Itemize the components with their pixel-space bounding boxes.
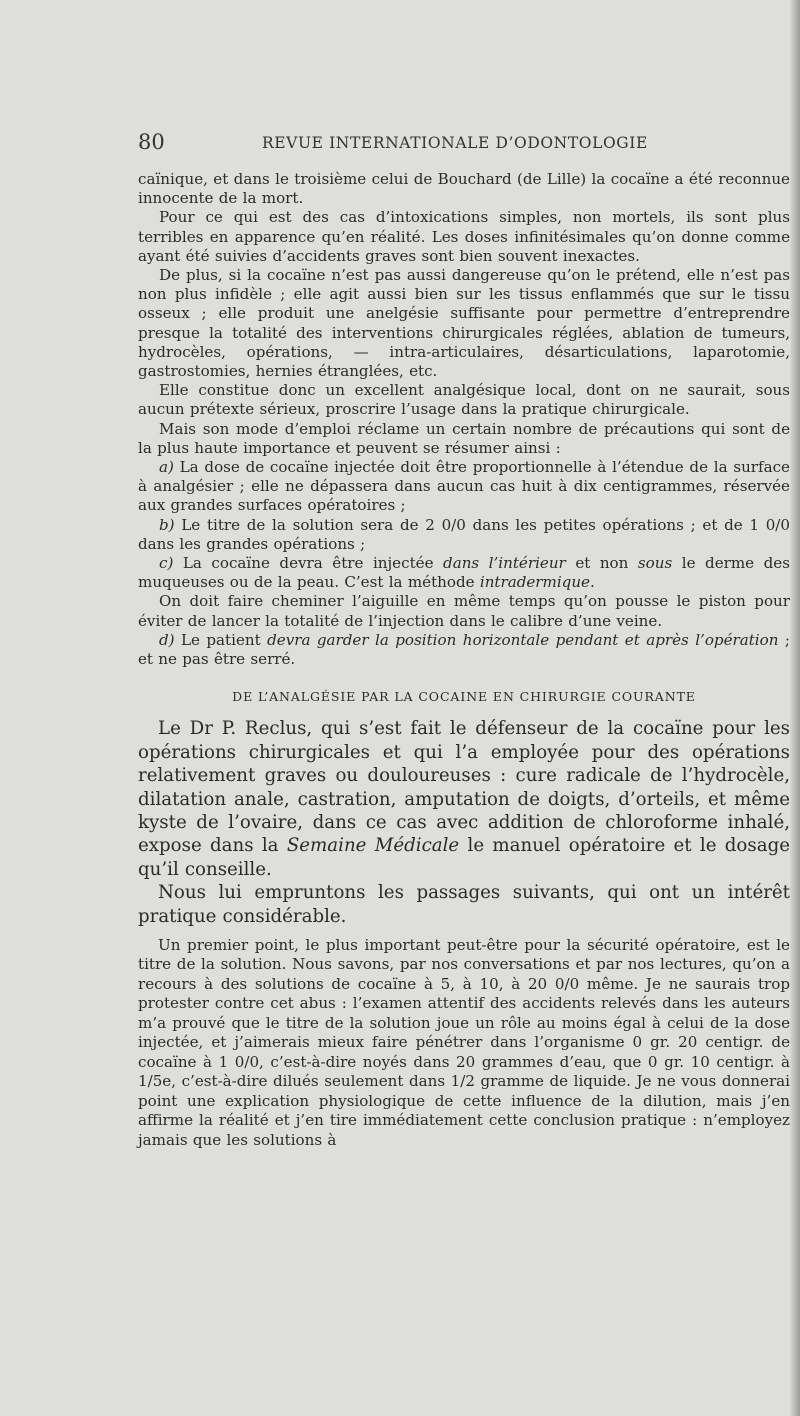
emphasis: devra garder la position horizontale pendant et après l’opération	[267, 630, 779, 649]
emphasis: dans l’intérieur	[443, 554, 566, 573]
emphasis: sous	[637, 554, 673, 573]
running-title: REVUE INTERNATIONALE D’ODONTOLOGIE	[262, 134, 648, 152]
section-reclus	[138, 717, 790, 928]
paragraph: Mais son mode d’emploi réclame un certain nombre de précautions qui sont de la plus haute importance et peuvent se résumer ainsi :	[138, 419, 790, 457]
item-text: La dose de cocaïne injectée doit être proportionnelle à l’étendue de la surface à analgésier ; elle ne dépassera dans aucun cas huit à dix centigrammes, réservée aux grandes surfaces opératoires ;	[138, 458, 790, 515]
section-quote	[138, 936, 790, 1151]
paragraph: De plus, si la cocaïne n’est pas aussi dangereuse qu’on le prétend, elle n’est pas non plus infidèle ; elle agit aussi bien sur les tissus enflammés que sur le tissu osseux ; elle produit une anelgésie suffisante pour permettre d’entreprendre presque la totalité des interventions chirurgicales réglées, ablation de tumeurs, hydrocèles, opérations, — intra-articulaires, désarticulations, laparotomie, gastrostomies, hernies étranglées, etc.	[138, 266, 790, 381]
section-intro	[138, 170, 790, 669]
item-letter: c)	[159, 554, 174, 573]
list-item-c: c) La cocaïne devra être injectée dans l’intérieur et non sous le derme des muqueuses ou de la peau. C’est la méthode intradermique.	[138, 554, 790, 592]
page-header	[138, 128, 788, 156]
list-item-a	[138, 458, 790, 516]
list-item-d: d) Le patient devra garder la position horizontale pendant et après l’opération ; et ne pas être serré.	[138, 630, 790, 669]
page-edge-shadow	[790, 0, 800, 1416]
paragraph: Un premier point, le plus important peut-être pour la sécurité opératoire, est le titre de la solution. Nous savons, par nos conversations et par nos lectures, qu’on a recours à des solutions de cocaïne à 5, à 10, à 20 0/0 même. Je ne saurais trop protester contre cet abus : l’examen attentif des accidents relevés dans les auteurs m’a prouvé que le titre de la solution joue un rôle au moins égal à celui de la dose injectée, et j’aimerais mieux faire pénétrer dans l’organisme 0 gr. 20 centigr. de cocaïne à 1 0/0, c’est-à-dire noyés dans 20 grammes d’eau, que 0 gr. 10 centigr. à 1/5e, c’est-à-dire dilués seulement dans 1/2 gramme de liquide. Je ne vous donnerai point une explication physiologique de cette influence de la dilution, mais j’en affirme la réalité et j’en tire immédiatement cette conclusion pratique : n’employez jamais que les solutions à	[138, 935, 790, 1149]
emphasis: intradermique	[479, 573, 590, 592]
paragraph: Elle constitue donc un excellent analgésique local, dont on ne saurait, sous aucun prétexte sérieux, proscrire l’usage dans la pratique chirurgicale.	[138, 381, 790, 419]
list-item-b	[138, 516, 790, 554]
item-letter: b)	[159, 515, 175, 534]
item-text: Le titre de la solution sera de 2 0/0 dans les petites opérations ; et de 1 0/0 dans les grandes opérations ;	[138, 515, 790, 553]
paragraph: Pour ce qui est des cas d’intoxications simples, non mortels, ils sont plus terribles en apparence qu’en réalité. Les doses infinitésimales qu’on donne comme ayant été suivies d’accidents graves sont bien souvent inexactes.	[138, 208, 790, 265]
item-letter: a)	[159, 458, 174, 477]
page-body	[138, 170, 790, 1150]
paragraph: Nous lui empruntons les passages suivants, qui ont un intérêt pratique considérable.	[138, 882, 790, 927]
paragraph: Le Dr P. Reclus, qui s’est fait le défenseur de la cocaïne pour les opérations chirurgicales et qui l’a employée pour des opérations relativement graves ou douloureuses : cure radicale de l’hydrocèle, dilatation anale, castration, amputation de doigts, d’orteils, et même kyste de l’ovaire, dans ce cas avec addition de chloroforme inhalé, expose dans la Semaine Médicale le manuel opératoire et le dosage qu’il conseille.	[138, 718, 790, 880]
section-heading: DE L’ANALGÉSIE PAR LA COCAINE EN CHIRURGIE COURANTE	[232, 689, 696, 705]
emphasis: Semaine Médicale	[286, 835, 460, 857]
page-number: 80	[138, 130, 165, 154]
paragraph: caïnique, et dans le troisième celui de Bouchard (de Lille) la cocaïne a été reconnue innocente de la mort.	[138, 170, 790, 208]
item-letter: d)	[159, 630, 175, 649]
paragraph: On doit faire cheminer l’aiguille en même temps qu’on pousse le piston pour éviter de lancer la totalité de l’injection dans le calibre d’une veine.	[138, 592, 790, 630]
